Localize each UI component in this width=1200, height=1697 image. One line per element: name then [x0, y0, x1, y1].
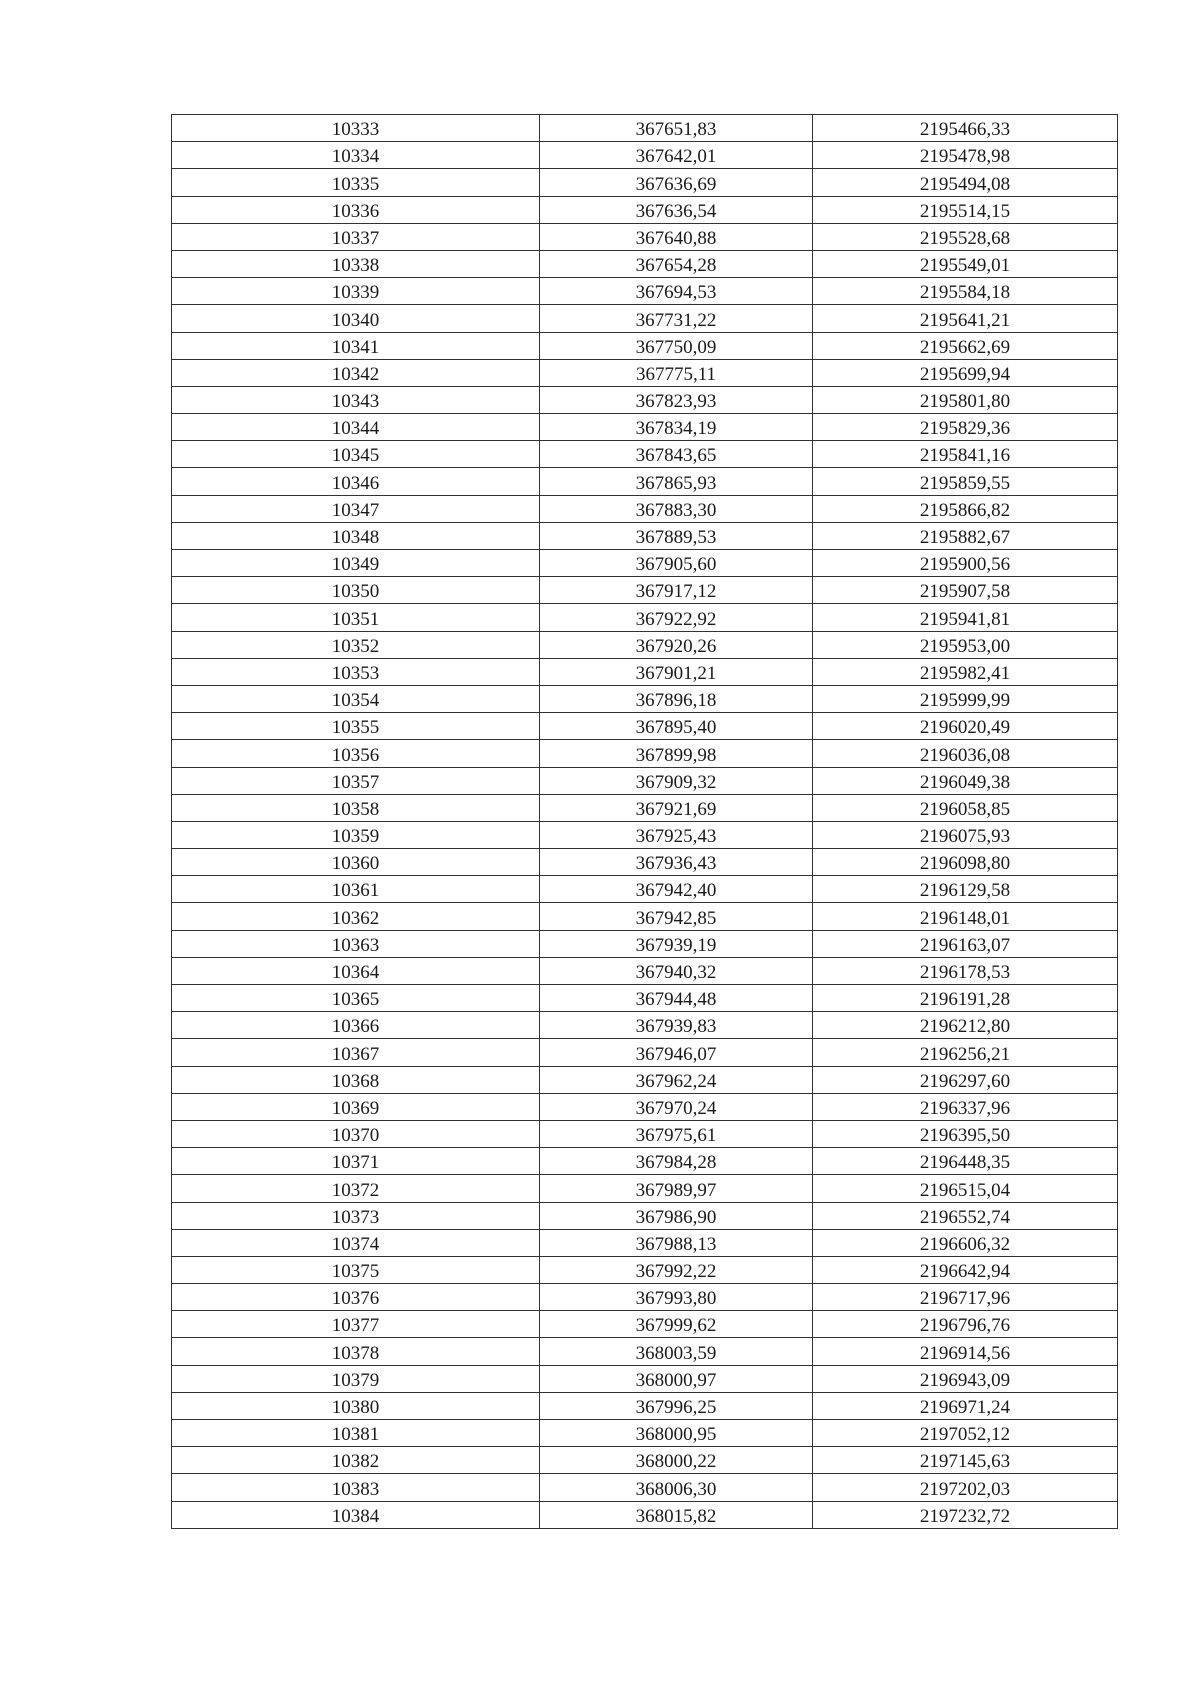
y-coordinate-cell: 2196395,50 — [813, 1120, 1118, 1147]
table-row — [172, 1148, 1118, 1175]
point-number-cell: 10378 — [172, 1338, 540, 1365]
y-coordinate-cell: 2196036,08 — [813, 740, 1118, 767]
table-row — [172, 740, 1118, 767]
x-coordinate-cell: 368000,97 — [540, 1365, 813, 1392]
x-coordinate-cell: 367999,62 — [540, 1311, 813, 1338]
table-row — [172, 1093, 1118, 1120]
x-coordinate-cell: 367920,26 — [540, 631, 813, 658]
y-coordinate-cell: 2195478,98 — [813, 142, 1118, 169]
table-row — [172, 985, 1118, 1012]
x-coordinate-cell: 367984,28 — [540, 1148, 813, 1175]
y-coordinate-cell: 2197145,63 — [813, 1447, 1118, 1474]
table-row — [172, 1039, 1118, 1066]
y-coordinate-cell: 2195982,41 — [813, 658, 1118, 685]
x-coordinate-cell: 368003,59 — [540, 1338, 813, 1365]
y-coordinate-cell: 2195907,58 — [813, 577, 1118, 604]
y-coordinate-cell: 2196178,53 — [813, 957, 1118, 984]
x-coordinate-cell: 367946,07 — [540, 1039, 813, 1066]
point-number-cell: 10373 — [172, 1202, 540, 1229]
y-coordinate-cell: 2196606,32 — [813, 1229, 1118, 1256]
x-coordinate-cell: 367939,83 — [540, 1012, 813, 1039]
table-row — [172, 876, 1118, 903]
table-row — [172, 849, 1118, 876]
table-row — [172, 930, 1118, 957]
point-number-cell: 10339 — [172, 278, 540, 305]
point-number-cell: 10364 — [172, 957, 540, 984]
x-coordinate-cell: 367895,40 — [540, 713, 813, 740]
point-number-cell: 10376 — [172, 1284, 540, 1311]
point-number-cell: 10340 — [172, 305, 540, 332]
y-coordinate-cell: 2196148,01 — [813, 903, 1118, 930]
x-coordinate-cell: 367962,24 — [540, 1066, 813, 1093]
point-number-cell: 10333 — [172, 115, 540, 142]
point-number-cell: 10384 — [172, 1501, 540, 1528]
y-coordinate-cell: 2196914,56 — [813, 1338, 1118, 1365]
table-row — [172, 142, 1118, 169]
y-coordinate-cell: 2196191,28 — [813, 985, 1118, 1012]
x-coordinate-cell: 367970,24 — [540, 1093, 813, 1120]
table-row — [172, 1120, 1118, 1147]
x-coordinate-cell: 367636,54 — [540, 196, 813, 223]
point-number-cell: 10348 — [172, 522, 540, 549]
table-row — [172, 658, 1118, 685]
y-coordinate-cell: 2195514,15 — [813, 196, 1118, 223]
table-row — [172, 1365, 1118, 1392]
y-coordinate-cell: 2195841,16 — [813, 441, 1118, 468]
coordinates-table-body — [172, 115, 1118, 1529]
y-coordinate-cell: 2195866,82 — [813, 495, 1118, 522]
point-number-cell: 10383 — [172, 1474, 540, 1501]
point-number-cell: 10363 — [172, 930, 540, 957]
x-coordinate-cell: 367823,93 — [540, 386, 813, 413]
y-coordinate-cell: 2196049,38 — [813, 767, 1118, 794]
point-number-cell: 10382 — [172, 1447, 540, 1474]
table-row — [172, 1202, 1118, 1229]
point-number-cell: 10350 — [172, 577, 540, 604]
x-coordinate-cell: 367989,97 — [540, 1175, 813, 1202]
point-number-cell: 10374 — [172, 1229, 540, 1256]
y-coordinate-cell: 2196717,96 — [813, 1284, 1118, 1311]
table-row — [172, 1229, 1118, 1256]
y-coordinate-cell: 2195829,36 — [813, 414, 1118, 441]
y-coordinate-cell: 2195999,99 — [813, 685, 1118, 712]
x-coordinate-cell: 367944,48 — [540, 985, 813, 1012]
table-row — [172, 278, 1118, 305]
point-number-cell: 10362 — [172, 903, 540, 930]
table-row — [172, 250, 1118, 277]
y-coordinate-cell: 2195882,67 — [813, 522, 1118, 549]
table-row — [172, 1501, 1118, 1528]
x-coordinate-cell: 368015,82 — [540, 1501, 813, 1528]
y-coordinate-cell: 2195494,08 — [813, 169, 1118, 196]
y-coordinate-cell: 2196448,35 — [813, 1148, 1118, 1175]
table-row — [172, 441, 1118, 468]
point-number-cell: 10370 — [172, 1120, 540, 1147]
point-number-cell: 10366 — [172, 1012, 540, 1039]
point-number-cell: 10346 — [172, 468, 540, 495]
table-row — [172, 1392, 1118, 1419]
y-coordinate-cell: 2197232,72 — [813, 1501, 1118, 1528]
x-coordinate-cell: 367921,69 — [540, 794, 813, 821]
y-coordinate-cell: 2197202,03 — [813, 1474, 1118, 1501]
table-row — [172, 332, 1118, 359]
table-row — [172, 414, 1118, 441]
x-coordinate-cell: 367731,22 — [540, 305, 813, 332]
point-number-cell: 10335 — [172, 169, 540, 196]
table-row — [172, 115, 1118, 142]
table-row — [172, 522, 1118, 549]
x-coordinate-cell: 367843,65 — [540, 441, 813, 468]
point-number-cell: 10357 — [172, 767, 540, 794]
point-number-cell: 10354 — [172, 685, 540, 712]
point-number-cell: 10375 — [172, 1256, 540, 1283]
table-row — [172, 821, 1118, 848]
x-coordinate-cell: 367922,92 — [540, 604, 813, 631]
y-coordinate-cell: 2196256,21 — [813, 1039, 1118, 1066]
y-coordinate-cell: 2196163,07 — [813, 930, 1118, 957]
x-coordinate-cell: 367975,61 — [540, 1120, 813, 1147]
x-coordinate-cell: 367901,21 — [540, 658, 813, 685]
x-coordinate-cell: 368006,30 — [540, 1474, 813, 1501]
table-row — [172, 223, 1118, 250]
table-row — [172, 903, 1118, 930]
table-row — [172, 1066, 1118, 1093]
x-coordinate-cell: 367909,32 — [540, 767, 813, 794]
y-coordinate-cell: 2195801,80 — [813, 386, 1118, 413]
table-row — [172, 1420, 1118, 1447]
y-coordinate-cell: 2195641,21 — [813, 305, 1118, 332]
y-coordinate-cell: 2195699,94 — [813, 359, 1118, 386]
point-number-cell: 10347 — [172, 495, 540, 522]
y-coordinate-cell: 2195584,18 — [813, 278, 1118, 305]
x-coordinate-cell: 368000,95 — [540, 1420, 813, 1447]
table-row — [172, 386, 1118, 413]
y-coordinate-cell: 2196020,49 — [813, 713, 1118, 740]
point-number-cell: 10367 — [172, 1039, 540, 1066]
coordinates-table — [171, 114, 1118, 1529]
table-row — [172, 495, 1118, 522]
x-coordinate-cell: 367993,80 — [540, 1284, 813, 1311]
point-number-cell: 10353 — [172, 658, 540, 685]
point-number-cell: 10338 — [172, 250, 540, 277]
table-row — [172, 196, 1118, 223]
point-number-cell: 10380 — [172, 1392, 540, 1419]
y-coordinate-cell: 2195941,81 — [813, 604, 1118, 631]
x-coordinate-cell: 367642,01 — [540, 142, 813, 169]
y-coordinate-cell: 2196129,58 — [813, 876, 1118, 903]
x-coordinate-cell: 367917,12 — [540, 577, 813, 604]
table-row — [172, 169, 1118, 196]
point-number-cell: 10355 — [172, 713, 540, 740]
y-coordinate-cell: 2196943,09 — [813, 1365, 1118, 1392]
x-coordinate-cell: 367651,83 — [540, 115, 813, 142]
point-number-cell: 10359 — [172, 821, 540, 848]
x-coordinate-cell: 367865,93 — [540, 468, 813, 495]
table-row — [172, 1311, 1118, 1338]
x-coordinate-cell: 367992,22 — [540, 1256, 813, 1283]
x-coordinate-cell: 367640,88 — [540, 223, 813, 250]
table-row — [172, 1447, 1118, 1474]
x-coordinate-cell: 367889,53 — [540, 522, 813, 549]
y-coordinate-cell: 2196337,96 — [813, 1093, 1118, 1120]
point-number-cell: 10344 — [172, 414, 540, 441]
point-number-cell: 10337 — [172, 223, 540, 250]
point-number-cell: 10361 — [172, 876, 540, 903]
y-coordinate-cell: 2195549,01 — [813, 250, 1118, 277]
x-coordinate-cell: 367936,43 — [540, 849, 813, 876]
x-coordinate-cell: 367925,43 — [540, 821, 813, 848]
point-number-cell: 10381 — [172, 1420, 540, 1447]
y-coordinate-cell: 2196971,24 — [813, 1392, 1118, 1419]
table-row — [172, 1474, 1118, 1501]
point-number-cell: 10369 — [172, 1093, 540, 1120]
y-coordinate-cell: 2196212,80 — [813, 1012, 1118, 1039]
x-coordinate-cell: 367996,25 — [540, 1392, 813, 1419]
y-coordinate-cell: 2195662,69 — [813, 332, 1118, 359]
point-number-cell: 10341 — [172, 332, 540, 359]
x-coordinate-cell: 367899,98 — [540, 740, 813, 767]
point-number-cell: 10349 — [172, 550, 540, 577]
table-row — [172, 359, 1118, 386]
y-coordinate-cell: 2195953,00 — [813, 631, 1118, 658]
y-coordinate-cell: 2196515,04 — [813, 1175, 1118, 1202]
point-number-cell: 10345 — [172, 441, 540, 468]
table-row — [172, 767, 1118, 794]
point-number-cell: 10336 — [172, 196, 540, 223]
table-row — [172, 1338, 1118, 1365]
point-number-cell: 10365 — [172, 985, 540, 1012]
point-number-cell: 10343 — [172, 386, 540, 413]
table-row — [172, 604, 1118, 631]
point-number-cell: 10358 — [172, 794, 540, 821]
table-row — [172, 631, 1118, 658]
y-coordinate-cell: 2195900,56 — [813, 550, 1118, 577]
point-number-cell: 10371 — [172, 1148, 540, 1175]
x-coordinate-cell: 367654,28 — [540, 250, 813, 277]
point-number-cell: 10342 — [172, 359, 540, 386]
point-number-cell: 10351 — [172, 604, 540, 631]
x-coordinate-cell: 367942,40 — [540, 876, 813, 903]
table-row — [172, 685, 1118, 712]
table-row — [172, 1256, 1118, 1283]
point-number-cell: 10379 — [172, 1365, 540, 1392]
x-coordinate-cell: 367905,60 — [540, 550, 813, 577]
x-coordinate-cell: 367986,90 — [540, 1202, 813, 1229]
y-coordinate-cell: 2196058,85 — [813, 794, 1118, 821]
x-coordinate-cell: 367988,13 — [540, 1229, 813, 1256]
point-number-cell: 10360 — [172, 849, 540, 876]
x-coordinate-cell: 368000,22 — [540, 1447, 813, 1474]
x-coordinate-cell: 367942,85 — [540, 903, 813, 930]
table-row — [172, 713, 1118, 740]
table-row — [172, 1012, 1118, 1039]
y-coordinate-cell: 2195466,33 — [813, 115, 1118, 142]
x-coordinate-cell: 367694,53 — [540, 278, 813, 305]
table-row — [172, 468, 1118, 495]
y-coordinate-cell: 2197052,12 — [813, 1420, 1118, 1447]
point-number-cell: 10372 — [172, 1175, 540, 1202]
x-coordinate-cell: 367636,69 — [540, 169, 813, 196]
y-coordinate-cell: 2196098,80 — [813, 849, 1118, 876]
y-coordinate-cell: 2196552,74 — [813, 1202, 1118, 1229]
x-coordinate-cell: 367940,32 — [540, 957, 813, 984]
point-number-cell: 10352 — [172, 631, 540, 658]
table-row — [172, 305, 1118, 332]
y-coordinate-cell: 2195528,68 — [813, 223, 1118, 250]
table-row — [172, 1284, 1118, 1311]
y-coordinate-cell: 2196642,94 — [813, 1256, 1118, 1283]
point-number-cell: 10368 — [172, 1066, 540, 1093]
point-number-cell: 10377 — [172, 1311, 540, 1338]
y-coordinate-cell: 2196075,93 — [813, 821, 1118, 848]
x-coordinate-cell: 367939,19 — [540, 930, 813, 957]
x-coordinate-cell: 367750,09 — [540, 332, 813, 359]
point-number-cell: 10356 — [172, 740, 540, 767]
table-row — [172, 957, 1118, 984]
table-row — [172, 1175, 1118, 1202]
y-coordinate-cell: 2195859,55 — [813, 468, 1118, 495]
x-coordinate-cell: 367775,11 — [540, 359, 813, 386]
table-row — [172, 577, 1118, 604]
x-coordinate-cell: 367834,19 — [540, 414, 813, 441]
y-coordinate-cell: 2196796,76 — [813, 1311, 1118, 1338]
table-row — [172, 550, 1118, 577]
x-coordinate-cell: 367896,18 — [540, 685, 813, 712]
table-row — [172, 794, 1118, 821]
x-coordinate-cell: 367883,30 — [540, 495, 813, 522]
point-number-cell: 10334 — [172, 142, 540, 169]
y-coordinate-cell: 2196297,60 — [813, 1066, 1118, 1093]
